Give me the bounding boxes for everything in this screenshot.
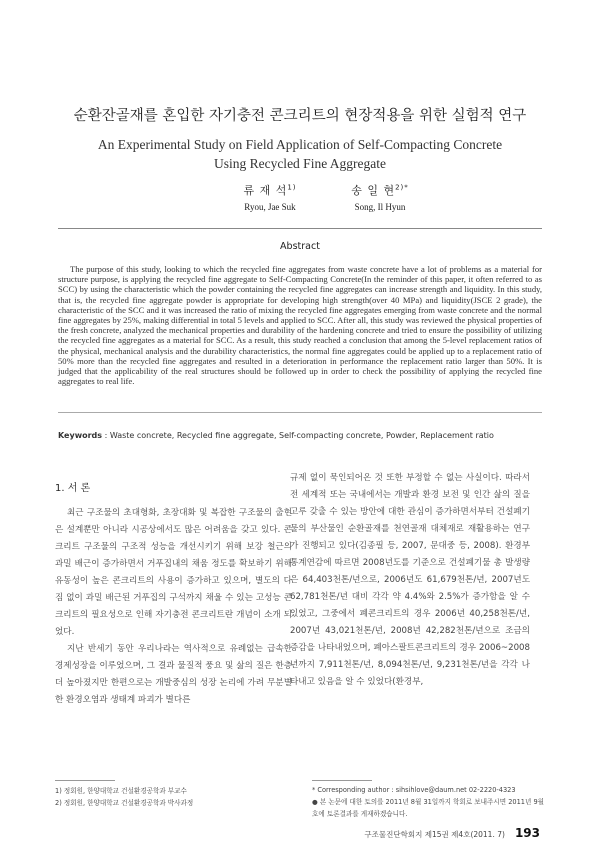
title-english-line1: An Experimental Study on Field Application of Self-Compacting Concrete (97, 137, 503, 152)
page-footer (364, 826, 540, 840)
author-1-sup: 1) (287, 183, 297, 192)
page-number: 193 (514, 826, 540, 840)
footnote-discussion: ● 본 논문에 대한 토의를 2011년 8월 31일까지 학회로 보내주시면 2011년 9월 호에 토론결과를 게재하겠습니다. (312, 798, 545, 818)
footnote-rule-left (55, 780, 115, 781)
footnotes-right (312, 784, 552, 820)
left-paragraph-2: 지난 반세기 동안 우리나라는 역사적으로 유례없는 급속한 경제성장을 이루었으며, 그 결과 물질적 풍요 및 삶의 질은 한층 더 높아졌지만 한편으로는 개발중심의 성장 논리에 가려 무분별한 환경오염과 생태계 파괴가 별다른 (55, 644, 292, 705)
author-1-name-ko: 류 재 석 (243, 184, 288, 197)
footnote-corresponding: * Corresponding author : sihsihlove@daum.net 02-2220-4323 (312, 786, 516, 794)
author-1-name-en: Ryou, Jae Suk (244, 202, 296, 212)
footnote-2: 2) 정회원, 한양대학교 건설환경공학과 박사과정 (55, 799, 194, 807)
author-2 (300, 182, 460, 212)
title-english (0, 135, 600, 173)
right-column (290, 470, 530, 691)
author-2-name-ko: 송 일 현 (351, 184, 396, 197)
right-paragraph-1: 규제 없이 묵인되어온 것 또한 부정할 수 없는 사실이다. 따라서 전 세계적 또는 국내에서는 개발과 환경 보전 및 인간 삶의 질을 고루 갖출 수 있는 방안에 대한 관심이 증가하면서부터 건설폐기물의 부산물인 순환골재를 천연골재 대체재로 재활용하는 연구가 진행되고 있다(김종필 등, 2007, 문대중 등, 2008). 환경부 통계연감에 따르면 2008년도를 기준으로 건설폐기물 총 발생량은 64,403천톤/년으로, 2006년도 61,679천톤/년, 2007년도 62,781천톤/년 대비 각각 약 4.4%와 2.5%가 증가함을 알 수 있었고, 그중에서 폐콘크리트의 경우 2006년 40,258천톤/년, 2007년 43,021천톤/년, 2008년 42,282천톤/년으로 조금의 증감을 나타내었으며, 폐아스팔트콘크리트의 경우 2006~2008년까지 7,911천톤/년, 8,094천톤/년, 9,231천톤/년을 각각 나타내고 있음을 알 수 있었다(환경부, (290, 473, 530, 687)
keywords (58, 431, 548, 440)
footnotes-left (55, 785, 285, 809)
left-column (55, 480, 292, 709)
footnote-1: 1) 정회원, 한양대학교 건설환경공학과 부교수 (55, 787, 187, 795)
abstract-text: The purpose of this study, looking to which the recycled fine aggregates from waste concrete have a lot of problems as a material for structure purpose, is applying the recycled fine aggregate to Self-Compacting Concrete(In the reminder of this paper, it often referred to as SCC) by using the characteristic which the powder containing the recycled fine aggregates can increase strength and liquidity. In this study, that is, the recycled fine aggregate powder is appropriate for developing high strength(over 40 MPa) and liquidity(JSCE 2 grade), the characteristic of the SCC and it was increased the ratio of mixing the recycled fine aggregates emerging from waste concrete and the normal fine aggregates by 25%, making differential in total 5 levels and applied to SCC. After all, this study was reviewed the physical properties of the fresh concrete, analyzed the mechanical properties and durability of the hardening concrete and tried to ensure the possibility of utilizing the recycled fine aggregates as a material for SCC. As a result, this study reached a conclusion that among the 5-level replacement ratios of the physical, mechanical analysis and the durability characteristics, the normal fine aggregates could be applied up to a replacement ratio of 50% more than the recycled fine aggregates and resulted in a deterioration in performance the replacement ratio larger than 50%. It is judged that the applicability of the real structures should be followed up in order to check the possibility of applying the recycled fine aggregates to real life. (58, 264, 542, 387)
abstract-heading: Abstract (280, 241, 320, 252)
footer-journal: 구조물진단학회지 제15권 제4호(2011. 7) (364, 830, 505, 839)
author-2-name-en: Song, Il Hyun (354, 202, 406, 212)
title-english-line2: Using Recycled Fine Aggregate (213, 156, 387, 171)
title-korean: 순환잔골재를 혼입한 자기충전 콘크리트의 현장적용을 위한 실험적 연구 (73, 108, 527, 124)
author-2-sup: 2)* (395, 183, 409, 192)
keywords-text: : Waste concrete, Recycled fine aggregate, Self-compacting concrete, Powder, Replacement ratio (104, 431, 494, 440)
footnote-rule-right (312, 780, 372, 781)
keywords-label: Keywords (58, 431, 103, 440)
left-paragraph-1: 최근 구조물의 초대형화, 초장대화 및 복잡한 구조물의 출현은 설계뿐만 아니라 시공상에서도 많은 어려움을 갖고 있다. 콘크리트 구조물의 구조적 성능을 개선시키기 위해 보강 철근의 과밀 배근이 증가하면서 거푸집내의 채움 정도를 확보하기 위해 유동성이 높은 콘크리트의 사용이 증가하고 있으며, 별도의 다짐 없이 과밀 배근된 거푸집의 구석까지 채울 수 있는 고성능 콘크리트의 필요성으로 인해 자기충전 콘크리트란 개념이 소개 되었다. (55, 508, 292, 637)
section-1-heading: 1. 서 론 (55, 483, 91, 494)
